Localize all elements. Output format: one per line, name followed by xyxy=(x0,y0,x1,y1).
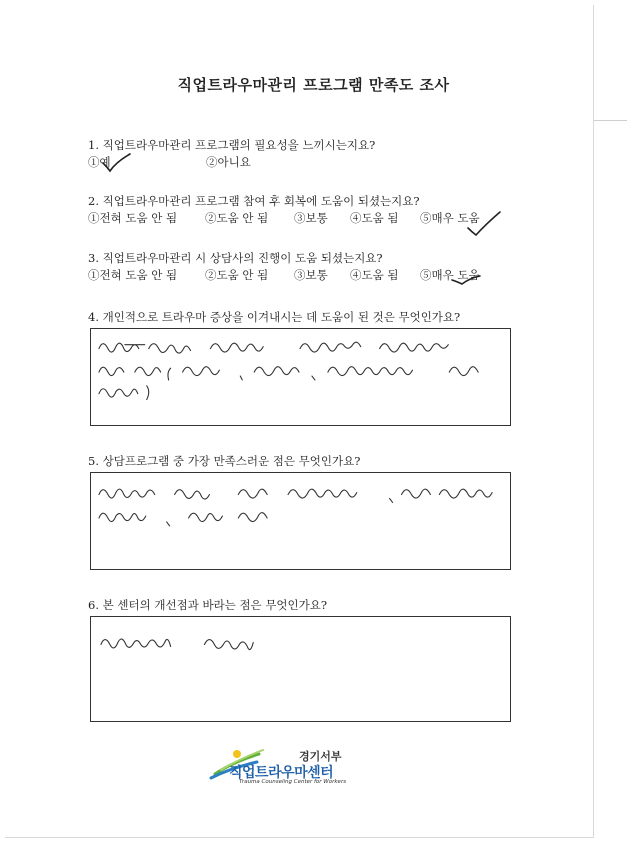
checkmark-icon xyxy=(100,152,132,174)
page-divider xyxy=(594,120,627,121)
handwritten-answer-icon xyxy=(91,473,510,569)
q2-option-5[interactable]: ⑤매우 도움 xyxy=(420,211,480,225)
handwritten-answer-icon xyxy=(91,617,510,721)
survey-title: 직업트라우마관리 프로그램 만족도 조사 xyxy=(177,76,450,94)
question-4: 4. 개인적으로 트라우마 증상을 이겨내시는 데 도움이 된 것은 무엇인가요? xyxy=(88,310,461,324)
checkmark-icon xyxy=(450,270,482,286)
question-5: 5. 상담프로그램 중 가장 만족스러운 점은 무엇인가요? xyxy=(88,454,361,468)
q2-option-2[interactable]: ②도움 안 됨 xyxy=(205,211,269,225)
answer-box-5[interactable] xyxy=(90,472,511,570)
question-2-options xyxy=(88,210,480,226)
center-logo xyxy=(207,748,377,788)
question-2: 2. 직업트라우마관리 프로그램 참여 후 회복에 도움이 되셨는지요? xyxy=(88,194,420,208)
handwritten-answer-icon xyxy=(91,329,510,425)
q1-option-yes[interactable]: ①예 xyxy=(88,155,111,169)
logo-name: 직업트라우마센터 xyxy=(229,765,334,781)
q3-option-2[interactable]: ②도움 안 됨 xyxy=(205,268,269,282)
logo-english: Trauma Counseling Center for Workers xyxy=(239,779,347,785)
q2-option-3[interactable]: ③보통 xyxy=(294,211,328,225)
answer-box-6[interactable] xyxy=(90,616,511,722)
question-1: 1. 직업트라우마관리 프로그램의 필요성을 느끼시는지요? xyxy=(88,138,376,152)
q3-option-5[interactable]: ⑤매우 도움 xyxy=(420,268,480,282)
q3-option-4[interactable]: ④도움 됨 xyxy=(350,268,399,282)
question-3-options xyxy=(88,267,480,283)
question-6: 6. 본 센터의 개선점과 바라는 점은 무엇인가요? xyxy=(88,598,328,612)
answer-box-4[interactable] xyxy=(90,328,511,426)
logo-region: 경기서부 xyxy=(299,750,342,763)
q3-option-1[interactable]: ①전혀 도움 안 됨 xyxy=(88,268,178,282)
q1-option-no[interactable]: ②아니요 xyxy=(206,155,251,169)
q2-option-4[interactable]: ④도움 됨 xyxy=(350,211,399,225)
checkmark-icon xyxy=(466,210,502,238)
q2-option-1[interactable]: ①전혀 도움 안 됨 xyxy=(88,211,178,225)
question-3: 3. 직업트라우마관리 시 상담사의 진행이 도움 되셨는지요? xyxy=(88,251,383,265)
q3-option-3[interactable]: ③보통 xyxy=(294,268,328,282)
